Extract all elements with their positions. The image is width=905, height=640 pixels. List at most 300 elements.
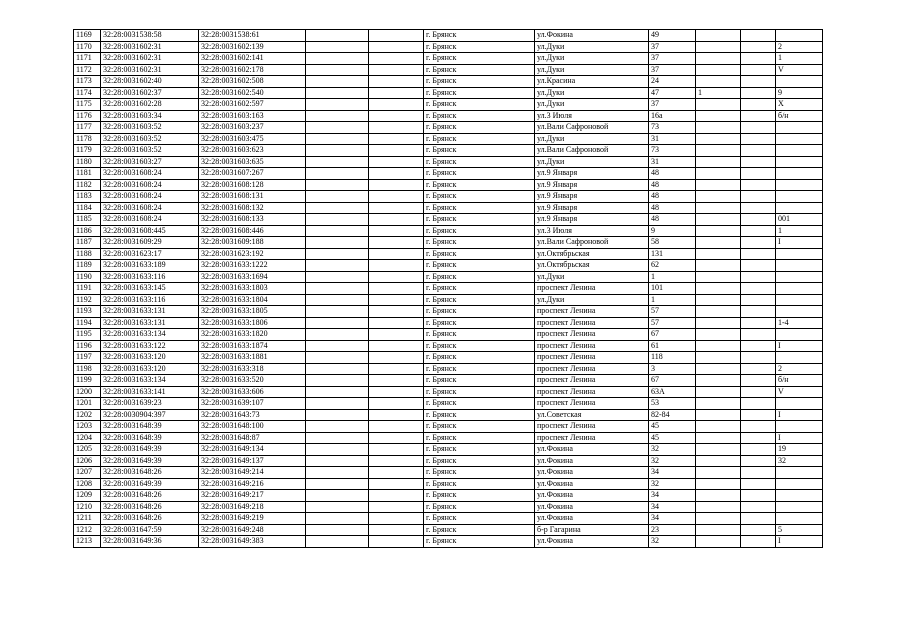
cell-cadastral-number: 32:28:0031633:318 (199, 363, 306, 375)
cell-empty-col-a (306, 41, 369, 53)
cell-cadastral-quarter: 32:28:0031633:145 (101, 283, 199, 295)
cell-cadastral-number: 32:28:0031649:134 (199, 444, 306, 456)
table-row (74, 363, 823, 375)
cell-row-number: 1180 (74, 156, 101, 168)
cell-row-number: 1176 (74, 110, 101, 122)
cell-street: ул.9 Января (535, 191, 649, 203)
cell-cadastral-number: 32:28:0031633:1803 (199, 283, 306, 295)
cell-house-number: 16а (649, 110, 696, 122)
cell-cadastral-quarter: 32:28:0031603:34 (101, 110, 199, 122)
cell-cadastral-quarter: 32:28:0031639:23 (101, 398, 199, 410)
cell-structure (741, 225, 776, 237)
cell-cadastral-number: 32:28:0031633:606 (199, 386, 306, 398)
cell-city: г. Брянск (424, 294, 535, 306)
cell-empty-col-b (369, 260, 424, 272)
table-row (74, 478, 823, 490)
cell-empty-col-b (369, 271, 424, 283)
table-row (74, 76, 823, 88)
cell-building (696, 513, 741, 525)
cell-structure (741, 421, 776, 433)
cell-building (696, 306, 741, 318)
cell-structure (741, 386, 776, 398)
cell-apartment: I (776, 340, 823, 352)
cell-apartment: 9 (776, 87, 823, 99)
cell-apartment (776, 490, 823, 502)
cell-cadastral-number: 32:28:0031633:1806 (199, 317, 306, 329)
table-row (74, 317, 823, 329)
cell-empty-col-a (306, 271, 369, 283)
cell-house-number: 131 (649, 248, 696, 260)
cell-row-number: 1206 (74, 455, 101, 467)
cell-building (696, 536, 741, 548)
cell-apartment (776, 306, 823, 318)
cell-street: ул.Дуки (535, 41, 649, 53)
cell-cadastral-number: 32:28:0031602:597 (199, 99, 306, 111)
cell-street: ул.3 Июля (535, 110, 649, 122)
cell-cadastral-number: 32:28:0031639:107 (199, 398, 306, 410)
cell-apartment: б/н (776, 375, 823, 387)
cell-row-number: 1179 (74, 145, 101, 157)
cell-row-number: 1184 (74, 202, 101, 214)
cell-row-number: 1170 (74, 41, 101, 53)
cell-structure (741, 248, 776, 260)
cell-empty-col-b (369, 432, 424, 444)
cell-building (696, 455, 741, 467)
cell-cadastral-number: 32:28:0031603:237 (199, 122, 306, 134)
cell-row-number: 1183 (74, 191, 101, 203)
cell-cadastral-number: 32:28:0031633:1805 (199, 306, 306, 318)
cell-street: ул.Фокина (535, 501, 649, 513)
cell-empty-col-b (369, 398, 424, 410)
cell-house-number: 34 (649, 501, 696, 513)
table-row (74, 248, 823, 260)
cell-row-number: 1175 (74, 99, 101, 111)
cell-cadastral-number: 32:28:0031608:131 (199, 191, 306, 203)
cell-cadastral-quarter: 32:28:0031602:31 (101, 41, 199, 53)
cell-row-number: 1208 (74, 478, 101, 490)
cell-cadastral-quarter: 32:28:0031603:52 (101, 145, 199, 157)
cell-house-number: 58 (649, 237, 696, 249)
cell-cadastral-number: 32:28:0031633:1804 (199, 294, 306, 306)
cell-structure (741, 30, 776, 42)
cell-empty-col-b (369, 478, 424, 490)
cell-house-number: 31 (649, 156, 696, 168)
cell-house-number: 37 (649, 64, 696, 76)
cell-structure (741, 214, 776, 226)
cell-row-number: 1169 (74, 30, 101, 42)
cell-cadastral-quarter: 32:28:0031648:26 (101, 501, 199, 513)
cell-structure (741, 306, 776, 318)
cell-structure (741, 87, 776, 99)
cell-street: проспект Ленина (535, 306, 649, 318)
cell-house-number: 48 (649, 168, 696, 180)
cell-cadastral-quarter: 32:28:0031633:116 (101, 271, 199, 283)
cell-city: г. Брянск (424, 53, 535, 65)
cell-house-number: 3 (649, 363, 696, 375)
cell-city: г. Брянск (424, 421, 535, 433)
cell-building (696, 501, 741, 513)
cell-cadastral-number: 32:28:0031608:128 (199, 179, 306, 191)
cell-building (696, 122, 741, 134)
cell-empty-col-a (306, 340, 369, 352)
cell-building (696, 214, 741, 226)
cell-building (696, 294, 741, 306)
cell-building (696, 248, 741, 260)
cell-building (696, 386, 741, 398)
cell-empty-col-a (306, 455, 369, 467)
cell-structure (741, 409, 776, 421)
cell-building (696, 329, 741, 341)
cell-building (696, 145, 741, 157)
cell-empty-col-a (306, 99, 369, 111)
cell-house-number: 57 (649, 317, 696, 329)
cell-empty-col-a (306, 375, 369, 387)
cell-building (696, 237, 741, 249)
cell-cadastral-quarter: 32:28:0031608:445 (101, 225, 199, 237)
cell-apartment: 001 (776, 214, 823, 226)
cell-cadastral-number: 32:28:0031649:383 (199, 536, 306, 548)
cell-empty-col-b (369, 168, 424, 180)
cell-cadastral-number: 32:28:0031608:446 (199, 225, 306, 237)
cell-empty-col-a (306, 444, 369, 456)
cell-city: г. Брянск (424, 156, 535, 168)
cell-empty-col-a (306, 179, 369, 191)
cell-street: ул.Фокина (535, 536, 649, 548)
cell-building (696, 283, 741, 295)
cell-house-number: 24 (649, 76, 696, 88)
cell-street: ул.Фокина (535, 455, 649, 467)
cell-structure (741, 168, 776, 180)
cell-empty-col-b (369, 329, 424, 341)
cell-cadastral-number: 32:28:0031607:267 (199, 168, 306, 180)
cell-empty-col-b (369, 214, 424, 226)
cell-city: г. Брянск (424, 179, 535, 191)
cell-city: г. Брянск (424, 64, 535, 76)
cell-street: ул.Дуки (535, 87, 649, 99)
cell-row-number: 1194 (74, 317, 101, 329)
cell-city: г. Брянск (424, 99, 535, 111)
cell-street: ул.Дуки (535, 133, 649, 145)
cell-cadastral-number: 32:28:0031608:133 (199, 214, 306, 226)
cell-building (696, 352, 741, 364)
cell-house-number: 45 (649, 421, 696, 433)
cell-empty-col-b (369, 156, 424, 168)
cell-structure (741, 145, 776, 157)
cell-building (696, 225, 741, 237)
cell-apartment: 1 (776, 225, 823, 237)
cell-cadastral-number: 32:28:0031608:132 (199, 202, 306, 214)
cell-apartment (776, 352, 823, 364)
cell-row-number: 1204 (74, 432, 101, 444)
cell-structure (741, 501, 776, 513)
table-row (74, 501, 823, 513)
cell-row-number: 1202 (74, 409, 101, 421)
cell-street: ул.Вали Сафроновой (535, 145, 649, 157)
cell-empty-col-b (369, 467, 424, 479)
cell-cadastral-quarter: 32:28:0031633:134 (101, 375, 199, 387)
cell-empty-col-a (306, 248, 369, 260)
cell-cadastral-quarter: 32:28:0031602:31 (101, 64, 199, 76)
cell-cadastral-quarter: 32:28:0031608:24 (101, 214, 199, 226)
cell-city: г. Брянск (424, 122, 535, 134)
cell-structure (741, 490, 776, 502)
cell-street: ул.Фокина (535, 467, 649, 479)
cell-street: ул.3 Июля (535, 225, 649, 237)
cell-structure (741, 455, 776, 467)
cell-street: проспект Ленина (535, 375, 649, 387)
cell-street: проспект Ленина (535, 421, 649, 433)
cell-row-number: 1177 (74, 122, 101, 134)
cell-cadastral-number: 32:28:0031603:475 (199, 133, 306, 145)
cell-city: г. Брянск (424, 329, 535, 341)
cell-cadastral-quarter: 32:28:0031633:131 (101, 306, 199, 318)
cell-empty-col-a (306, 421, 369, 433)
cell-street: проспект Ленина (535, 398, 649, 410)
cell-cadastral-quarter: 32:28:0031603:52 (101, 122, 199, 134)
cell-empty-col-b (369, 363, 424, 375)
cell-empty-col-b (369, 133, 424, 145)
table-row (74, 53, 823, 65)
cell-house-number: 37 (649, 99, 696, 111)
cell-house-number: 48 (649, 179, 696, 191)
cell-house-number: 31 (649, 133, 696, 145)
cell-row-number: 1192 (74, 294, 101, 306)
table-row (74, 283, 823, 295)
cell-apartment: I (776, 237, 823, 249)
cell-street: проспект Ленина (535, 352, 649, 364)
cell-city: г. Брянск (424, 363, 535, 375)
cell-street: проспект Ленина (535, 340, 649, 352)
cell-row-number: 1200 (74, 386, 101, 398)
cell-house-number: 53 (649, 398, 696, 410)
table-row (74, 122, 823, 134)
cell-cadastral-number: 32:28:0031633:1694 (199, 271, 306, 283)
cell-empty-col-a (306, 237, 369, 249)
cell-house-number: 49 (649, 30, 696, 42)
cell-empty-col-a (306, 53, 369, 65)
cell-row-number: 1203 (74, 421, 101, 433)
cell-empty-col-a (306, 202, 369, 214)
cell-house-number: 63А (649, 386, 696, 398)
cell-empty-col-b (369, 145, 424, 157)
cell-apartment (776, 421, 823, 433)
cell-apartment: V (776, 64, 823, 76)
cell-city: г. Брянск (424, 455, 535, 467)
cell-cadastral-number: 32:28:0031609:188 (199, 237, 306, 249)
cell-row-number: 1213 (74, 536, 101, 548)
cell-cadastral-quarter: 32:28:0031649:36 (101, 536, 199, 548)
cell-apartment (776, 168, 823, 180)
cell-empty-col-b (369, 306, 424, 318)
cell-house-number: 48 (649, 214, 696, 226)
cell-row-number: 1190 (74, 271, 101, 283)
cell-city: г. Брянск (424, 432, 535, 444)
table-row (74, 340, 823, 352)
cell-street: ул.Дуки (535, 64, 649, 76)
cell-street: ул.Вали Сафроновой (535, 237, 649, 249)
cell-street: проспект Ленина (535, 329, 649, 341)
cell-house-number: 32 (649, 478, 696, 490)
cell-cadastral-quarter: 32:28:0031608:24 (101, 202, 199, 214)
table-row (74, 386, 823, 398)
cell-empty-col-a (306, 30, 369, 42)
cell-cadastral-quarter: 32:28:0031538:58 (101, 30, 199, 42)
cell-empty-col-a (306, 76, 369, 88)
cell-house-number: 48 (649, 202, 696, 214)
cell-empty-col-b (369, 87, 424, 99)
cell-cadastral-quarter: 32:28:0031648:39 (101, 421, 199, 433)
cell-city: г. Брянск (424, 110, 535, 122)
cell-house-number: 1 (649, 294, 696, 306)
cell-apartment (776, 294, 823, 306)
cell-building (696, 168, 741, 180)
cell-empty-col-a (306, 467, 369, 479)
cell-city: г. Брянск (424, 271, 535, 283)
table-row (74, 145, 823, 157)
cell-cadastral-quarter: 32:28:0031608:24 (101, 168, 199, 180)
cell-structure (741, 524, 776, 536)
cell-row-number: 1173 (74, 76, 101, 88)
cell-row-number: 1197 (74, 352, 101, 364)
cell-cadastral-quarter: 32:28:0031649:39 (101, 444, 199, 456)
cell-street: ул.Вали Сафроновой (535, 122, 649, 134)
table-row (74, 99, 823, 111)
cell-cadastral-number: 32:28:0031538:61 (199, 30, 306, 42)
cell-structure (741, 294, 776, 306)
cell-row-number: 1210 (74, 501, 101, 513)
cell-empty-col-a (306, 122, 369, 134)
cell-house-number: 9 (649, 225, 696, 237)
cell-apartment: 1 (776, 53, 823, 65)
cell-building (696, 317, 741, 329)
cell-city: г. Брянск (424, 513, 535, 525)
cell-house-number: 82-84 (649, 409, 696, 421)
table-row (74, 294, 823, 306)
cell-cadastral-number: 32:28:0031649:137 (199, 455, 306, 467)
cell-apartment (776, 467, 823, 479)
cell-apartment (776, 271, 823, 283)
cell-cadastral-number: 32:28:0031603:635 (199, 156, 306, 168)
cell-structure (741, 375, 776, 387)
cell-empty-col-b (369, 122, 424, 134)
table-row (74, 237, 823, 249)
cell-cadastral-quarter: 32:28:0031648:26 (101, 490, 199, 502)
cell-building (696, 110, 741, 122)
cell-cadastral-quarter: 32:28:0031633:122 (101, 340, 199, 352)
cell-empty-col-b (369, 501, 424, 513)
cell-building (696, 409, 741, 421)
cell-house-number: 57 (649, 306, 696, 318)
cell-row-number: 1178 (74, 133, 101, 145)
cell-street: проспект Ленина (535, 432, 649, 444)
cell-empty-col-a (306, 501, 369, 513)
cell-empty-col-b (369, 386, 424, 398)
cell-structure (741, 536, 776, 548)
cell-cadastral-number: 32:28:0031602:139 (199, 41, 306, 53)
cell-city: г. Брянск (424, 225, 535, 237)
cell-building (696, 99, 741, 111)
cell-cadastral-quarter: 32:28:0030904:397 (101, 409, 199, 421)
cell-street: ул.Красина (535, 76, 649, 88)
cell-building (696, 490, 741, 502)
cell-apartment: б/н (776, 110, 823, 122)
table-row (74, 202, 823, 214)
cell-cadastral-number: 32:28:0031633:1881 (199, 352, 306, 364)
cell-city: г. Брянск (424, 248, 535, 260)
table-row (74, 110, 823, 122)
table-row (74, 444, 823, 456)
cell-building (696, 444, 741, 456)
cell-street: ул.Дуки (535, 99, 649, 111)
cell-city: г. Брянск (424, 490, 535, 502)
cell-empty-col-b (369, 99, 424, 111)
cell-street: ул.Октябрьская (535, 248, 649, 260)
table-row (74, 41, 823, 53)
cell-street: проспект Ленина (535, 317, 649, 329)
cell-building: 1 (696, 87, 741, 99)
cell-row-number: 1174 (74, 87, 101, 99)
cell-row-number: 1188 (74, 248, 101, 260)
table-row (74, 536, 823, 548)
cell-street: проспект Ленина (535, 363, 649, 375)
cell-empty-col-a (306, 191, 369, 203)
cell-apartment: 19 (776, 444, 823, 456)
cell-empty-col-b (369, 490, 424, 502)
cell-empty-col-a (306, 294, 369, 306)
cell-empty-col-b (369, 30, 424, 42)
cell-city: г. Брянск (424, 317, 535, 329)
cell-structure (741, 317, 776, 329)
cell-structure (741, 444, 776, 456)
cell-building (696, 467, 741, 479)
cell-apartment: I (776, 409, 823, 421)
cell-building (696, 179, 741, 191)
cell-empty-col-b (369, 248, 424, 260)
cell-empty-col-a (306, 317, 369, 329)
table-row (74, 524, 823, 536)
cell-empty-col-b (369, 513, 424, 525)
cell-empty-col-b (369, 455, 424, 467)
cell-building (696, 133, 741, 145)
cell-empty-col-b (369, 536, 424, 548)
cell-cadastral-quarter: 32:28:0031633:131 (101, 317, 199, 329)
cell-cadastral-quarter: 32:28:0031648:26 (101, 513, 199, 525)
cell-city: г. Брянск (424, 76, 535, 88)
cell-empty-col-a (306, 490, 369, 502)
cell-row-number: 1185 (74, 214, 101, 226)
table-row (74, 179, 823, 191)
cell-building (696, 260, 741, 272)
cell-cadastral-number: 32:28:0031603:163 (199, 110, 306, 122)
cell-house-number: 73 (649, 145, 696, 157)
cell-empty-col-b (369, 179, 424, 191)
cell-cadastral-quarter: 32:28:0031633:120 (101, 363, 199, 375)
cell-empty-col-a (306, 214, 369, 226)
cell-cadastral-quarter: 32:28:0031623:17 (101, 248, 199, 260)
table-row (74, 64, 823, 76)
cell-house-number: 32 (649, 536, 696, 548)
cell-cadastral-number: 32:28:0031643:73 (199, 409, 306, 421)
cell-empty-col-b (369, 317, 424, 329)
cell-empty-col-b (369, 444, 424, 456)
cell-cadastral-quarter: 32:28:0031602:37 (101, 87, 199, 99)
cell-building (696, 340, 741, 352)
cell-empty-col-a (306, 352, 369, 364)
table-row (74, 329, 823, 341)
cell-apartment: I (776, 432, 823, 444)
cell-house-number: 67 (649, 375, 696, 387)
cell-house-number: 118 (649, 352, 696, 364)
